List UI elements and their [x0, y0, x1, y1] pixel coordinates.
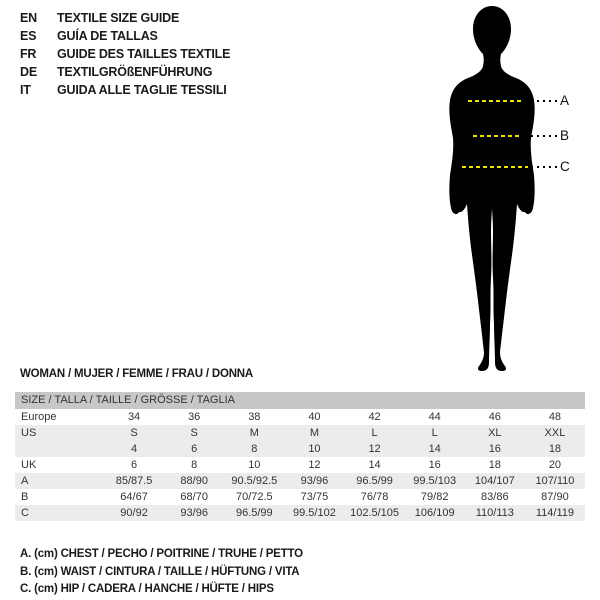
size-cell: 73/75 [300, 491, 329, 503]
size-cell: 48 [548, 411, 562, 423]
hip-point-label: C [560, 159, 570, 174]
chest-point-label: A [560, 93, 570, 108]
table-row-waist-b [15, 489, 585, 505]
row-label: C [21, 507, 29, 519]
table-row-us-letters [15, 425, 585, 441]
size-cell: 8 [251, 443, 258, 455]
size-cell: S [130, 427, 138, 439]
size-cell: XXL [544, 427, 566, 439]
size-cell: 4 [131, 443, 138, 455]
size-cell: 76/78 [360, 491, 389, 503]
woman-silhouette [449, 6, 534, 371]
lang-label: TEXTILE SIZE GUIDE [57, 11, 180, 25]
size-cell: 38 [248, 411, 261, 423]
size-cell: M [249, 427, 259, 439]
lang-code: DE [20, 65, 37, 79]
lang-row-es [20, 27, 230, 45]
row-label: B [21, 491, 29, 503]
size-cell: 102.5/105 [350, 507, 400, 519]
lang-code: EN [20, 11, 37, 25]
legend-chest: A. (cm) CHEST / PECHO / POITRINE / TRUHE / PETTO [20, 548, 303, 560]
measurement-legend [20, 546, 303, 599]
size-cell: 16 [428, 459, 441, 471]
size-cell: 106/109 [414, 507, 455, 519]
table-row-us-numbers [15, 441, 585, 457]
lang-row-en [20, 9, 230, 27]
size-cell: 104/107 [474, 475, 515, 487]
size-cell: 87/90 [541, 491, 569, 503]
size-cell: XL [488, 427, 502, 439]
group-title: WOMAN / MUJER / FEMME / FRAU / DONNA [20, 368, 254, 380]
size-cell: L [371, 427, 378, 439]
lang-row-fr [20, 45, 230, 63]
row-label: US [21, 427, 37, 439]
size-cell: 16 [488, 443, 501, 455]
row-label: A [21, 475, 29, 487]
size-cell: 10 [308, 443, 321, 455]
size-cell: 46 [488, 411, 501, 423]
size-cell: 6 [131, 459, 138, 471]
waist-point-label: B [560, 128, 570, 143]
size-cell: 90.5/92.5 [231, 475, 278, 487]
size-cell: 70/72.5 [235, 491, 273, 503]
size-cell: L [431, 427, 438, 439]
size-cell: 88/90 [180, 475, 208, 487]
size-cell: 36 [188, 411, 201, 423]
size-cell: 18 [488, 459, 501, 471]
size-table [15, 392, 585, 521]
row-label [15, 441, 104, 457]
size-cell: 96.5/99 [235, 507, 273, 519]
size-cell: 114/119 [535, 507, 574, 519]
row-label: Europe [21, 411, 57, 423]
size-cell: 85/87.5 [115, 475, 153, 487]
size-cell: 90/92 [120, 507, 148, 519]
size-cell: 40 [308, 411, 321, 423]
size-cell: 93/96 [180, 507, 208, 519]
size-cell: 83/86 [481, 491, 509, 503]
size-cell: 99.5/102 [293, 507, 336, 519]
lang-label: GUÍA DE TALLAS [57, 29, 158, 43]
lang-code: IT [20, 83, 31, 97]
size-cell: M [309, 427, 320, 439]
table-row-uk [15, 457, 585, 473]
legend-hip: C. (cm) HIP / CADERA / HANCHE / HÜFTE / HIPS [20, 583, 274, 595]
size-cell: S [190, 427, 198, 439]
size-cell: 99.5/103 [413, 475, 457, 487]
size-cell: 64/67 [120, 491, 148, 503]
size-cell: 107/110 [535, 475, 575, 487]
size-cell: 20 [548, 459, 562, 471]
language-title-block [20, 9, 230, 99]
size-cell: 34 [127, 411, 141, 423]
size-cell: 68/70 [180, 491, 208, 503]
legend-waist: B. (cm) WAIST / CINTURA / TAILLE / HÜFTUNG / VITA [20, 565, 300, 578]
size-cell: 93/96 [300, 475, 329, 487]
lang-row-it [20, 81, 230, 99]
lang-code: FR [20, 47, 37, 61]
table-row-hip-c [15, 505, 585, 521]
size-cell: 12 [368, 443, 381, 455]
size-cell: 96.5/99 [356, 475, 393, 487]
size-cell: 12 [308, 459, 321, 471]
size-table-header: SIZE / TALLA / TAILLE / GRÖSSE / TAGLIA [15, 392, 585, 409]
woman-silhouette-svg [400, 0, 600, 380]
size-cell: 79/82 [420, 491, 449, 503]
size-cell: 42 [368, 411, 381, 423]
lang-code: ES [20, 29, 37, 43]
lang-row-de [20, 63, 230, 81]
lang-label: GUIDE DES TAILLES TEXTILE [57, 47, 231, 61]
size-cell: 10 [248, 459, 261, 471]
measurement-figure [400, 0, 600, 380]
table-row-chest-a [15, 473, 585, 489]
size-cell: 18 [548, 443, 562, 455]
table-row-europe [15, 409, 585, 425]
size-cell: 14 [368, 459, 381, 471]
lang-label: TEXTILGRÖßENFÜHRUNG [57, 65, 213, 79]
size-cell: 14 [428, 443, 441, 455]
size-cell: 110/113 [475, 507, 514, 519]
lang-label: GUIDA ALLE TAGLIE TESSILI [57, 83, 227, 97]
size-cell: 44 [428, 411, 441, 423]
size-cell: 8 [191, 459, 198, 471]
size-cell: 6 [191, 443, 198, 455]
row-label: UK [21, 459, 37, 471]
